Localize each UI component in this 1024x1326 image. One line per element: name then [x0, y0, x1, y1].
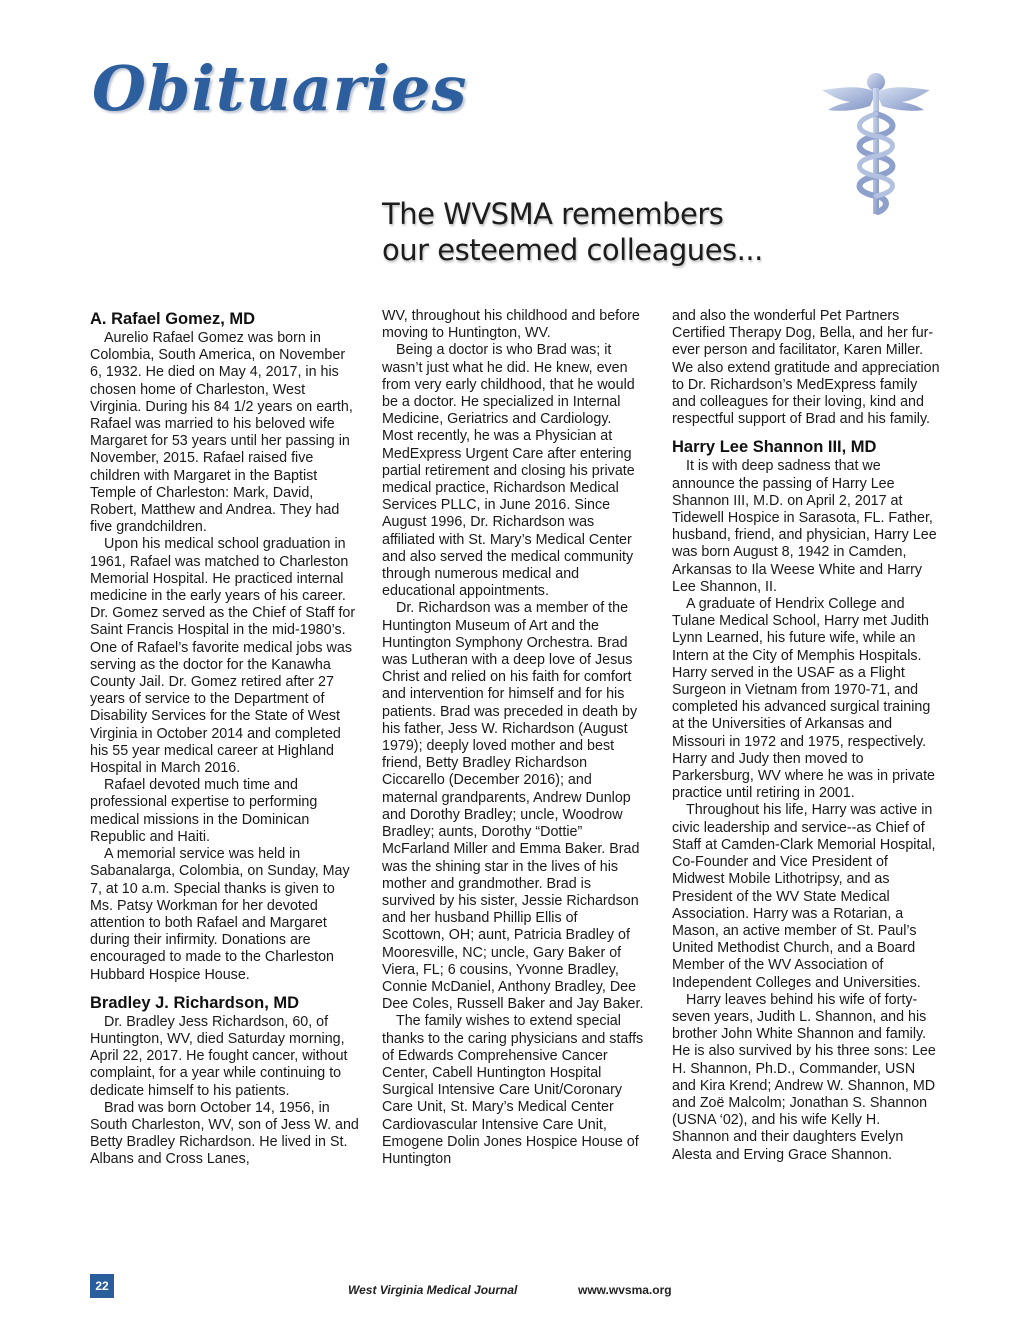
paragraph: Being a doctor is who Brad was; it wasn’t just what he did. He knew, even from very early childhood, that he would be a doctor. He specialized in Internal Medicine, Geriatrics and Cardiology. Most recently, he was a Physician at MedExpress Urgent Care after entering partial retirement and closing his private medical practice, Richardson Medical Services PLLC, in June 2016. Since August 1996, Dr. Richardson was affiliated with St. Mary’s Medical Center and also served the medical community through numerous medical and educational appointments. — [382, 342, 635, 600]
column-3 — [672, 308, 940, 1164]
paragraph: Dr. Richardson was a member of the Huntington Museum of Art and the Huntington Symphony Orchestra. Brad was Lutheran with a deep love of Jesus Christ and relied on his faith for comfort and intervention for himself and for his patients. Brad was preceded in death by his father, Jess W. Richardson (August 1979); deeply loved mother and best friend, Betty Bradley Richardson Ciccarello (December 2016); and maternal grandparents, Andrew Dunlop and Dorothy Bradley; uncle, Woodrow Bradley; aunts, Dorothy “Dottie” McFarland Miller and Emma Baker. Brad was the shining star in the lives of his mother and grandmother. Brad is survived by his sister, Jessie Richardson and her husband Phillip Ellis of Scottown, OH; aunt, Patricia Bradley of Mooresville, NC; uncle, Gary Baker of Viera, FL; 6 cousins, Yvonne Bradley, Connie McDaniel, Anthony Bradley, Dee Dee Coles, Russell Baker and Jay Baker. — [382, 600, 644, 1013]
paragraph: A memorial service was held in Sabanalarga, Colombia, on Sunday, May 7, at 10 a.m. Special thanks is given to Ms. Patsy Workman for her devoted attention to both Rafael and Margaret during their infirmity. Donations are encouraged to made to the Charleston Hubbard Hospice House. — [90, 846, 350, 983]
paragraph: Rafael devoted much time and professional expertise to performing medical missions in the Dominican Republic and Haiti. — [90, 777, 318, 845]
page-number: 22 — [90, 1274, 114, 1298]
website-url: www.wvsma.org — [578, 1283, 672, 1297]
paragraph: Throughout his life, Harry was active in civic leadership and service--as Chief of Staff at Camden-Clark Memorial Hospital, Co-Founder and Vice President of Midwest Mobile Lithotripsy, and as President of the WV State Medical Association. Harry was a Rotarian, a Mason, an active member of St. Paul’s United Methodist Church, and a Board Member of the WV Association of Independent Colleges and Universities. — [672, 802, 936, 991]
paragraph: WV, throughout his childhood and before moving to Huntington, WV. — [382, 308, 640, 342]
paragraph: Harry leaves behind his wife of forty-seven years, Judith L. Shannon, and his brother John White Shannon and family. He is also survived by his three sons: Lee H. Shannon, Ph.D., Commander, USN and Kira Krend; Andrew W. Shannon, MD and Zoë Malcolm; Jonathan S. Shannon (USNA ‘02), and his wife Kelly H. Shannon and their daughters Evelyn Alesta and Erving Grace Shannon. — [672, 991, 936, 1163]
obituary-heading: Harry Lee Shannon III, MD — [672, 438, 877, 457]
paragraph: Brad was born October 14, 1956, in South Charleston, WV, son of Jess W. and Betty Bradley Richardson. He lived in St. Albans and Cross Lanes, — [90, 1099, 359, 1168]
subtitle-line-2: our esteemed colleagues... — [382, 233, 763, 267]
paragraph: A graduate of Hendrix College and Tulane Medical School, Harry met Judith Lynn Learned, his future wife, while an Intern at the City of Memphis Hospitals. Harry served in the USAF as a Flight Surgeon in Vietnam from 1970-71, and completed his advanced surgical training at the Universities of Arkansas and Missouri in 1972 and 1975, respectively. Harry and Judy then moved to Parkersburg, WV where he was in private practice until retiring in 2001. — [672, 596, 936, 802]
paragraph: Upon his medical school graduation in 1961, Rafael was matched to Charleston Memorial Hospital. He practiced internal medicine in the early years of his career. Dr. Gomez served as the Chief of Staff for Saint Francis Hospital in the mid-1980’s. One of Rafael’s favorite medical jobs was serving as the doctor for the Kanawha County Jail. Dr. Gomez retired after 27 years of service to the Department of Disability Services for the State of West Virginia in October 2014 and completed his 55 year medical career at Highland Hospital in March 2016. — [90, 536, 356, 777]
caduceus-icon — [818, 70, 934, 220]
obituary-heading: Bradley J. Richardson, MD — [90, 993, 300, 1012]
column-1 — [90, 308, 360, 1169]
paragraph: Dr. Bradley Jess Richardson, 60, of Huntington, WV, died Saturday morning, April 22, 2017. He fought cancer, without complaint, for a year while continuing to dedicate himself to his patients. — [90, 1013, 348, 1099]
paragraph: and also the wonderful Pet Partners Certified Therapy Dog, Bella, and her fur-ever person and facilitator, Karen Miller. We also extend gratitude and appreciation to Dr. Richardson’s MedExpress family and colleagues for their loving, kind and respectful support of Brad and his family. — [672, 308, 940, 428]
section-title: Obituaries — [92, 52, 468, 125]
journal-name: West Virginia Medical Journal — [348, 1283, 518, 1297]
paragraph: It is with deep sadness that we announce the passing of Harry Lee Shannon III, M.D. on April 2, 2017 at Tidewell Hospice in Sarasota, FL. Father, husband, friend, and physician, Harry Lee was born August 8, 1942 in Camden, Arkansas to Ila Weese White and Harry Lee Shannon, II. — [672, 458, 937, 595]
subtitle-line-1: The WVSMA remembers — [382, 197, 724, 231]
paragraph: Aurelio Rafael Gomez was born in Colombia, South America, on November 6, 1932. He died on May 4, 2017, in his chosen home of Charleston, West Virginia. During his 84 1/2 years on earth, Rafael was married to his beloved wife Margaret for 53 years until her passing in November, 2015. Rafael raised five children with Margaret in the Baptist Temple of Charleston: Mark, David, Robert, Matthew and Andrea. They had five grandchildren. — [90, 330, 353, 536]
column-2 — [382, 308, 644, 1168]
obituary-heading: A. Rafael Gomez, MD — [90, 310, 256, 328]
page-subtitle — [382, 196, 802, 268]
paragraph: The family wishes to extend special thanks to the caring physicians and staffs of Edwards Comprehensive Cancer Center, Cabell Huntington Hospital Surgical Intensive Care Unit/Coronary Care Unit, St. Mary’s Medical Center Cardiovascular Intensive Care Unit, Emogene Dolin Jones Hospice House of Huntington — [382, 1013, 644, 1167]
